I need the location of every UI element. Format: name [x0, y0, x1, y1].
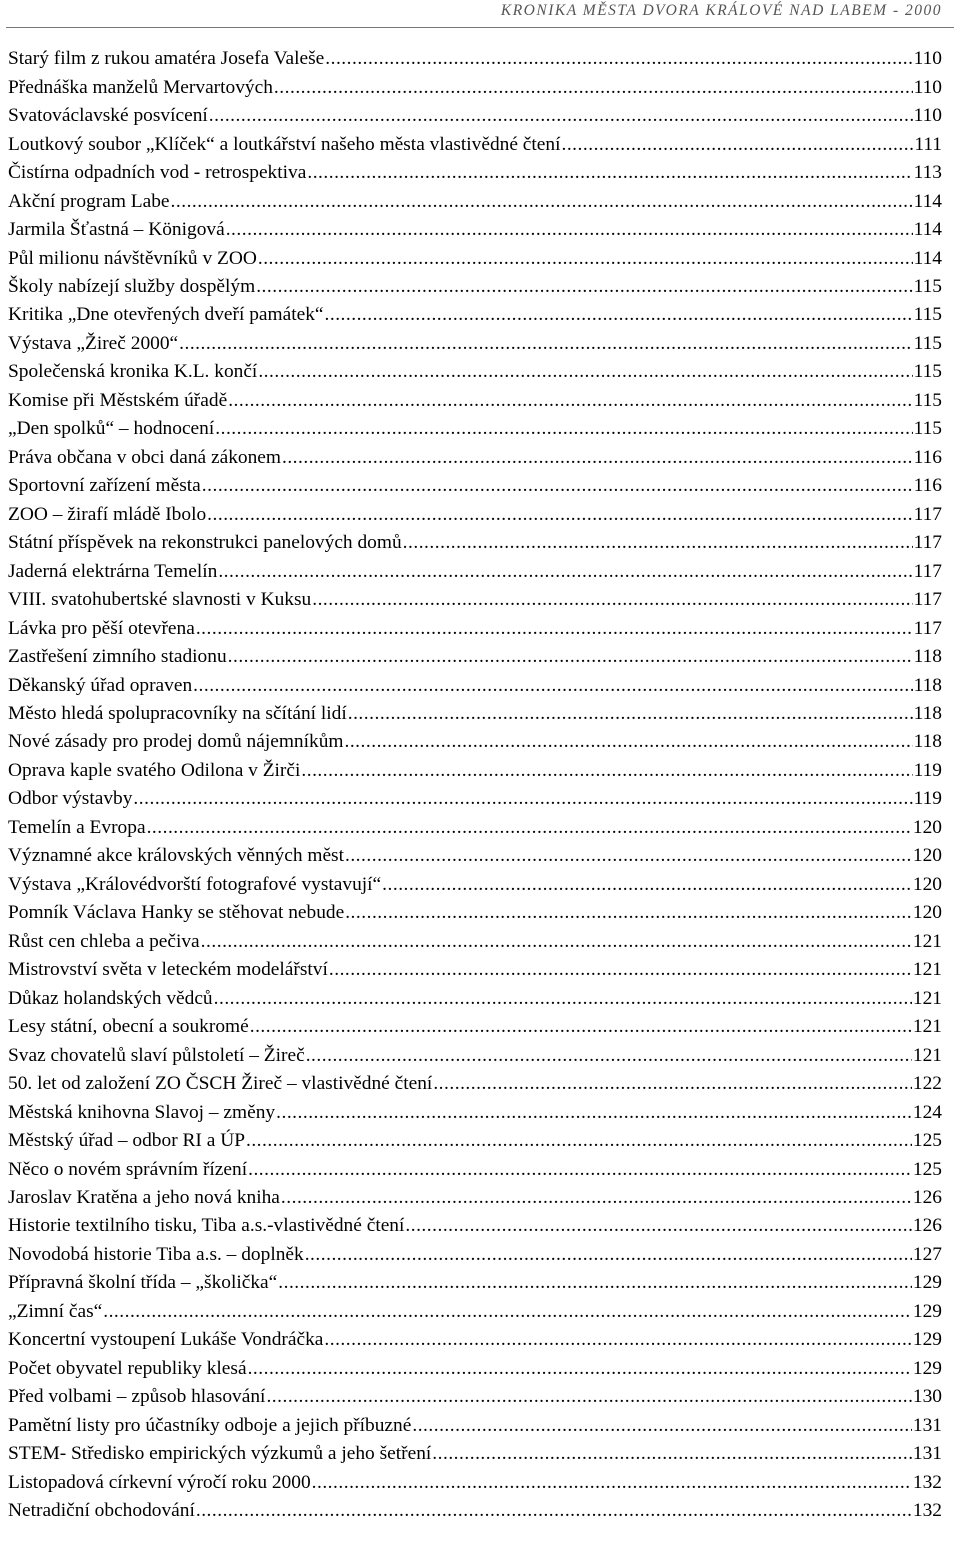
toc-dot-leader [325, 45, 912, 73]
toc-entry-page-number: 131 [912, 1414, 942, 1436]
toc-entry[interactable] [8, 785, 942, 813]
toc-entry-page-number: 125 [912, 1130, 942, 1152]
toc-entry-title: Počet obyvatel republiky klesá [8, 1357, 247, 1379]
toc-entry[interactable] [8, 1241, 942, 1269]
toc-entry-page-number: 122 [912, 1073, 942, 1095]
toc-dot-leader [226, 216, 913, 244]
toc-dot-leader [147, 814, 912, 842]
toc-entry[interactable] [8, 1497, 942, 1525]
toc-entry[interactable] [8, 757, 942, 785]
toc-entry-page-number: 115 [913, 418, 942, 440]
toc-entry-title: Před volbami – způsob hlasování [8, 1386, 266, 1408]
toc-entry-title: Listopadová církevní výročí roku 2000 [8, 1471, 311, 1493]
toc-dot-leader [561, 131, 913, 159]
toc-dot-leader [312, 586, 912, 614]
toc-entry[interactable] [8, 899, 942, 927]
toc-entry[interactable] [8, 1184, 942, 1212]
toc-entry-title: Odbor výstavby [8, 788, 133, 810]
toc-dot-leader [258, 245, 913, 273]
running-header: KRONIKA MĚSTA DVORA KRÁLOVÉ NAD LABEM - 2000 [500, 2, 942, 19]
toc-entry-title: Výstava „Žireč 2000“ [8, 332, 179, 354]
toc-dot-leader [207, 501, 912, 529]
toc-entry[interactable] [8, 928, 942, 956]
toc-entry[interactable] [8, 1440, 942, 1468]
toc-entry[interactable] [8, 984, 942, 1012]
toc-entry-page-number: 110 [913, 48, 942, 70]
toc-dot-leader [171, 188, 913, 216]
toc-entry-title: Děkanský úřad opraven [8, 674, 193, 696]
toc-entry-page-number: 126 [912, 1186, 942, 1208]
toc-entry-page-number: 126 [912, 1215, 942, 1237]
toc-dot-leader [305, 1241, 912, 1269]
toc-entry-title: Přednáška manželů Mervartových [8, 76, 273, 98]
toc-dot-leader [193, 672, 912, 700]
toc-entry-title: Významné akce královských věnných měst [8, 845, 344, 867]
toc-entry-title: Mistrovství světa v leteckém modelářství [8, 959, 328, 981]
toc-dot-leader [344, 728, 912, 756]
toc-entry-page-number: 110 [913, 105, 942, 127]
toc-entry[interactable] [8, 700, 942, 728]
toc-entry-title: „Den spolků“ – hodnocení [8, 418, 215, 440]
toc-entry-title: Školy nabízejí služby dospělým [8, 275, 256, 297]
toc-entry-title: Práva občana v obci daná zákonem [8, 446, 281, 468]
toc-entry-title: Půl milionu návštěvníků v ZOO [8, 247, 257, 269]
toc-entry-page-number: 116 [913, 475, 942, 497]
toc-dot-leader [218, 558, 912, 586]
toc-entry-title: Pomník Václava Hanky se stěhovat nebude [8, 902, 345, 924]
toc-entry-page-number: 115 [913, 389, 942, 411]
toc-entry[interactable] [8, 1127, 942, 1155]
toc-dot-leader [133, 785, 912, 813]
toc-entry-title: Zastřešení zimního stadionu [8, 646, 227, 668]
toc-entry[interactable] [8, 1155, 942, 1183]
toc-entry-title: ZOO – žirafí mládě Ibolo [8, 503, 207, 525]
toc-dot-leader [266, 1383, 911, 1411]
toc-dot-leader [274, 74, 913, 102]
toc-entry-title: Společenská kronika K.L. končí [8, 361, 258, 383]
toc-entry-page-number: 118 [913, 674, 942, 696]
toc-entry[interactable] [8, 586, 942, 614]
toc-entry[interactable] [8, 444, 942, 472]
toc-entry-page-number: 121 [912, 959, 942, 981]
toc-entry[interactable] [8, 330, 942, 358]
toc-dot-leader [278, 1269, 912, 1297]
toc-entry-title: Nové zásady pro prodej domů nájemníkům [8, 731, 344, 753]
toc-dot-leader [214, 985, 912, 1013]
toc-entry-title: Jarmila Šťastná – Königová [8, 219, 225, 241]
toc-entry-title: Temelín a Evropa [8, 816, 146, 838]
toc-entry-page-number: 114 [913, 190, 942, 212]
toc-entry-title: Netradiční obchodování [8, 1500, 195, 1522]
toc-entry-title: „Zimní čas“ [8, 1300, 103, 1322]
toc-entry-page-number: 119 [913, 788, 942, 810]
toc-entry-title: Výstava „Královédvorští fotografové vystavují“ [8, 873, 382, 895]
toc-entry-title: Důkaz holandských vědců [8, 987, 213, 1009]
toc-entry[interactable] [8, 1212, 942, 1240]
toc-entry[interactable] [8, 529, 942, 557]
toc-entry[interactable] [8, 614, 942, 642]
toc-dot-leader [432, 1440, 912, 1468]
toc-entry[interactable] [8, 1468, 942, 1496]
toc-entry-page-number: 117 [913, 589, 942, 611]
toc-entry-page-number: 115 [913, 361, 942, 383]
toc-entry-title: Akční program Labe [8, 190, 170, 212]
toc-dot-leader [228, 387, 912, 415]
toc-entry[interactable] [8, 1041, 942, 1069]
toc-dot-leader [325, 301, 913, 329]
toc-entry-page-number: 118 [913, 703, 942, 725]
toc-entry-title: Něco o novém správním řízení [8, 1158, 248, 1180]
toc-dot-leader [209, 102, 913, 130]
toc-entry-page-number: 114 [913, 247, 942, 269]
toc-entry[interactable] [8, 1355, 942, 1383]
toc-entry-page-number: 116 [913, 446, 942, 468]
toc-entry-page-number: 111 [914, 133, 942, 155]
toc-entry-page-number: 110 [913, 76, 942, 98]
toc-dot-leader [276, 1099, 912, 1127]
toc-entry[interactable] [8, 1383, 942, 1411]
toc-entry-page-number: 117 [913, 617, 942, 639]
toc-dot-leader [382, 871, 912, 899]
toc-dot-leader [201, 928, 912, 956]
header-rule [6, 27, 954, 28]
toc-entry[interactable] [8, 1269, 942, 1297]
toc-dot-leader [248, 1355, 912, 1383]
toc-entry-page-number: 115 [913, 304, 942, 326]
toc-entry[interactable] [8, 301, 942, 329]
toc-entry-page-number: 115 [913, 332, 942, 354]
table-of-contents [8, 45, 942, 1525]
toc-entry-title: Starý film z rukou amatéra Josefa Valeše [8, 48, 325, 70]
toc-entry-title: Státní příspěvek na rekonstrukci panelových domů [8, 532, 402, 554]
toc-dot-leader [345, 842, 912, 870]
toc-entry-title: Oprava kaple svatého Odilona v Žirči [8, 759, 301, 781]
toc-entry-title: Jaderná elektrárna Temelín [8, 560, 218, 582]
toc-entry-title: Lávka pro pěší otevřena [8, 617, 195, 639]
toc-entry-title: Historie textilního tisku, Tiba a.s.-vlastivědné čtení [8, 1215, 405, 1237]
toc-entry-title: VIII. svatohubertské slavnosti v Kuksu [8, 589, 312, 611]
toc-entry-page-number: 118 [913, 731, 942, 753]
toc-entry-title: STEM- Středisko empirických výzkumů a jeho šetření [8, 1443, 432, 1465]
toc-entry-page-number: 120 [912, 845, 942, 867]
toc-dot-leader [281, 1184, 912, 1212]
toc-entry-page-number: 121 [912, 1044, 942, 1066]
toc-entry[interactable] [8, 273, 942, 301]
toc-entry[interactable] [8, 1098, 942, 1126]
toc-dot-leader [348, 700, 913, 728]
toc-dot-leader [179, 330, 912, 358]
toc-entry-page-number: 129 [912, 1357, 942, 1379]
toc-entry[interactable] [8, 671, 942, 699]
toc-entry[interactable] [8, 415, 942, 443]
toc-entry-page-number: 121 [912, 930, 942, 952]
toc-dot-leader [412, 1412, 912, 1440]
toc-entry-page-number: 127 [912, 1243, 942, 1265]
toc-entry-page-number: 120 [912, 816, 942, 838]
toc-entry[interactable] [8, 45, 942, 73]
toc-dot-leader [256, 273, 912, 301]
toc-dot-leader [329, 956, 912, 984]
toc-entry-page-number: 129 [912, 1272, 942, 1294]
toc-entry-title: Město hledá spolupracovníky na sčítání lidí [8, 703, 347, 725]
toc-entry-title: Městský úřad – odbor RI a ÚP [8, 1130, 245, 1152]
toc-entry-page-number: 130 [912, 1386, 942, 1408]
toc-entry-title: Kritika „Dne otevřených dveří památek“ [8, 304, 324, 326]
toc-entry-title: Novodobá historie Tiba a.s. – doplněk [8, 1243, 304, 1265]
toc-entry[interactable] [8, 842, 942, 870]
toc-entry-page-number: 121 [912, 987, 942, 1009]
toc-dot-leader [301, 757, 912, 785]
toc-entry-title: Čistírna odpadních vod - retrospektiva [8, 162, 307, 184]
toc-entry[interactable] [8, 728, 942, 756]
toc-dot-leader [250, 1013, 912, 1041]
toc-entry-page-number: 129 [912, 1300, 942, 1322]
toc-entry-page-number: 132 [912, 1471, 942, 1493]
toc-dot-leader [403, 529, 913, 557]
toc-dot-leader [433, 1070, 912, 1098]
toc-entry-page-number: 119 [913, 759, 942, 781]
toc-dot-leader [258, 358, 912, 386]
toc-entry[interactable] [8, 871, 942, 899]
toc-entry[interactable] [8, 130, 942, 158]
toc-entry-page-number: 115 [913, 275, 942, 297]
toc-entry[interactable] [8, 557, 942, 585]
toc-dot-leader [196, 1497, 912, 1525]
toc-entry-page-number: 120 [912, 902, 942, 924]
toc-entry-page-number: 121 [912, 1016, 942, 1038]
toc-entry[interactable] [8, 1412, 942, 1440]
toc-dot-leader [196, 615, 913, 643]
toc-entry-title: Pamětní listy pro účastníky odboje a jejich příbuzné [8, 1414, 412, 1436]
toc-entry[interactable] [8, 1070, 942, 1098]
toc-entry-page-number: 117 [913, 560, 942, 582]
toc-entry-title: Koncertní vystoupení Lukáše Vondráčka [8, 1329, 324, 1351]
toc-entry[interactable] [8, 387, 942, 415]
toc-entry[interactable] [8, 358, 942, 386]
toc-entry-title: Svaz chovatelů slaví půlstoletí – Žireč [8, 1044, 305, 1066]
toc-entry[interactable] [8, 472, 942, 500]
toc-dot-leader [215, 415, 912, 443]
toc-dot-leader [103, 1298, 912, 1326]
toc-entry-page-number: 129 [912, 1329, 942, 1351]
toc-entry[interactable] [8, 216, 942, 244]
toc-dot-leader [312, 1469, 912, 1497]
toc-entry-title: Loutkový soubor „Klíček“ a loutkářství našeho města vlastivědné čtení [8, 133, 561, 155]
toc-entry-page-number: 114 [913, 219, 942, 241]
toc-entry[interactable] [8, 73, 942, 101]
toc-entry-title: Městská knihovna Slavoj – změny [8, 1101, 276, 1123]
toc-dot-leader [405, 1212, 912, 1240]
toc-dot-leader [307, 159, 912, 187]
toc-entry-page-number: 117 [913, 532, 942, 554]
toc-entry-page-number: 117 [913, 503, 942, 525]
toc-dot-leader [345, 899, 912, 927]
toc-entry-page-number: 131 [912, 1443, 942, 1465]
toc-entry[interactable] [8, 1326, 942, 1354]
toc-entry-title: Sportovní zařízení města [8, 475, 201, 497]
toc-entry-title: 50. let od založení ZO ČSCH Žireč – vlastivědné čtení [8, 1073, 433, 1095]
toc-entry[interactable] [8, 643, 942, 671]
toc-entry[interactable] [8, 814, 942, 842]
toc-entry-title: Lesy státní, obecní a soukromé [8, 1016, 249, 1038]
toc-dot-leader [324, 1326, 912, 1354]
toc-entry-title: Přípravná školní třída – „školička“ [8, 1272, 278, 1294]
toc-entry[interactable] [8, 244, 942, 272]
toc-entry-title: Svatováclavské posvícení [8, 105, 208, 127]
toc-entry-page-number: 124 [912, 1101, 942, 1123]
toc-entry[interactable] [8, 1013, 942, 1041]
toc-entry-title: Jaroslav Kratěna a jeho nová kniha [8, 1186, 280, 1208]
toc-entry-title: Růst cen chleba a pečiva [8, 930, 200, 952]
toc-dot-leader [248, 1156, 912, 1184]
toc-entry-page-number: 113 [913, 162, 942, 184]
toc-dot-leader [228, 643, 913, 671]
toc-entry[interactable] [8, 1298, 942, 1326]
toc-dot-leader [202, 472, 913, 500]
toc-entry[interactable] [8, 159, 942, 187]
toc-entry-page-number: 120 [912, 873, 942, 895]
toc-entry-page-number: 132 [912, 1500, 942, 1522]
toc-entry[interactable] [8, 501, 942, 529]
toc-entry-page-number: 125 [912, 1158, 942, 1180]
toc-entry-page-number: 118 [913, 646, 942, 668]
toc-entry[interactable] [8, 956, 942, 984]
toc-dot-leader [306, 1042, 912, 1070]
toc-entry[interactable] [8, 187, 942, 215]
toc-dot-leader [246, 1127, 912, 1155]
toc-entry-title: Komise při Městském úřadě [8, 389, 228, 411]
toc-entry[interactable] [8, 102, 942, 130]
toc-dot-leader [282, 444, 913, 472]
